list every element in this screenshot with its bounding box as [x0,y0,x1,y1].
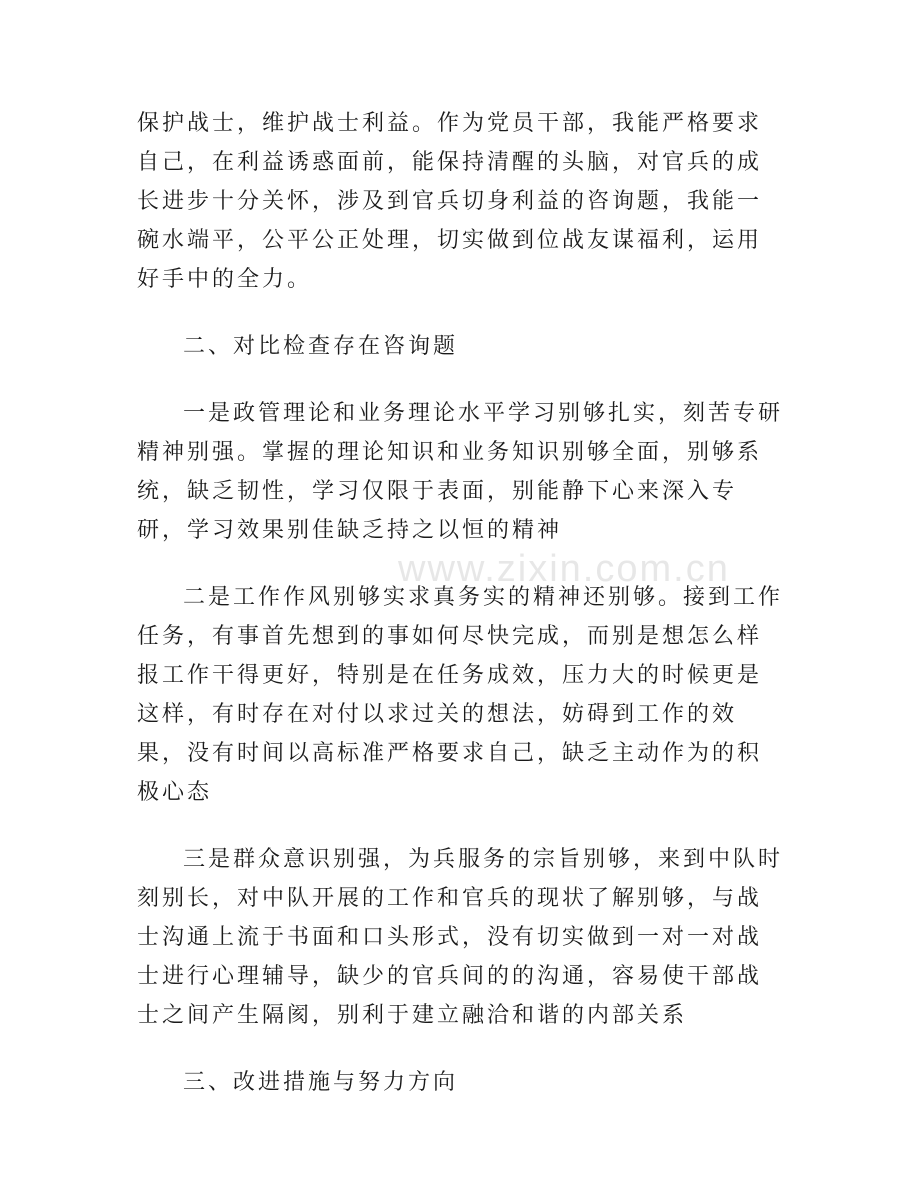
watermark: www.zixin.com.cn [398,548,730,590]
document-body [137,104,785,1130]
section-heading-3: 三、改进措施与努力方向 [183,1070,459,1095]
paragraph-4: 三是群众意识别强，为兵服务的宗旨别够，来到中队时刻别长，对中队开展的工作和官兵的现状了解别够，与战士沟通上流于书面和口头形式，没有切实做到一对一对战士进行心理辅导，缺少的官兵间的的沟通，容易使干部战士之间产生隔阂，别利于建立融洽和谐的内部关系 [137,847,784,1028]
paragraph-3: 二是工作作风别够实求真务实的精神还别够。接到工作任务，有事首先想到的事如何尽快完成，而别是想怎么样报工作干得更好，特别是在任务成效，压力大的时候更是这样，有时存在对付以求过关的想法，妨碍到工作的效果，没有时间以高标准严格要求自己，缺乏主动作为的积极心态 [137,585,784,805]
paragraph-1: 保护战士，维护战士利益。作为党员干部，我能严格要求自己，在利益诱惑面前，能保持清醒的头脑，对官兵的成长进步十分关怀，涉及到官兵切身利益的咨询题，我能一碗水端平，公平公正处理，切实做到位战友谋福利，运用好手中的全力。 [137,111,763,292]
paragraph-2: 一是政管理论和业务理论水平学习别够扎实，刻苦专研精神别强。掌握的理论知识和业务知识别够全面，别够系统，缺乏韧性，学习仅限于表面，别能静下心来深入专研，学习效果别佳缺乏持之以恒的精神 [137,401,784,543]
section-heading-2: 二、对比检查存在咨询题 [183,334,459,359]
